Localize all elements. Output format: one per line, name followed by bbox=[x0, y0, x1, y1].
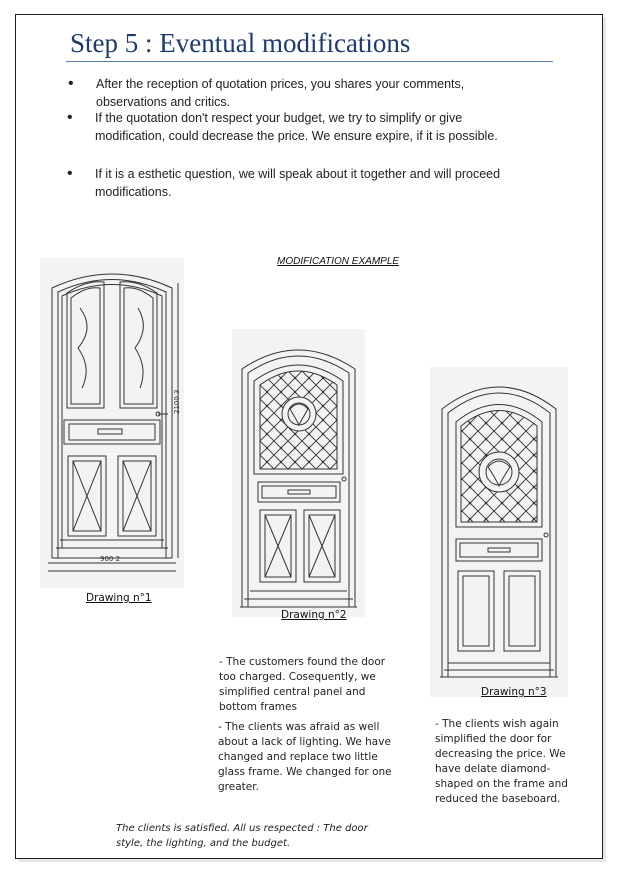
drawing-1-image bbox=[40, 258, 184, 588]
bullet-text-1: After the reception of quotation prices, you shares your comments, observations and critics. bbox=[96, 77, 465, 109]
drawing-2-caption: Drawing n°2 bbox=[281, 609, 347, 621]
title-underline bbox=[66, 61, 553, 62]
bullet-dot-icon: • bbox=[68, 75, 74, 92]
door-drawing-2 bbox=[232, 329, 365, 617]
bullet-text-3: If it is a esthetic question, we will speak about it together and will proceed modifications. bbox=[95, 167, 501, 199]
drawing-1-caption: Drawing n°1 bbox=[86, 592, 152, 604]
drawing-2-image bbox=[232, 329, 365, 617]
bullet-dot-icon: • bbox=[67, 165, 73, 182]
door-drawing-1 bbox=[40, 258, 184, 588]
bullet-dot-icon: • bbox=[67, 109, 73, 126]
drawing-1-width-dim: 900 2 bbox=[100, 555, 121, 563]
bullet-item-3 bbox=[67, 165, 515, 201]
bullet-text-2: If the quotation don't respect your budget, we try to simplify or give modification, could decrease the price. We ensure expire, if it is possible. bbox=[95, 111, 498, 143]
note-1: - The customers found the door too charged. Cosequently, we simplified central panel and bottom frames bbox=[219, 656, 386, 713]
note-3: - The clients wish again simplified the door for decreasing the price. We have delate diamond-shaped on the frame and reduced the baseboard. bbox=[435, 718, 568, 805]
page-title: Step 5 : Eventual modifications bbox=[70, 28, 411, 58]
door-drawing-3 bbox=[430, 367, 568, 697]
example-heading: MODIFICATION EXAMPLE bbox=[277, 256, 400, 267]
drawing-3-image bbox=[430, 367, 568, 697]
note-2: - The clients was afraid as well about a lack of lighting. We have changed and replace two little glass frame. We changed for one greater. bbox=[218, 721, 392, 793]
bullet-item-2 bbox=[67, 109, 535, 145]
drawing-1-height-dim: 2100 3 bbox=[173, 389, 181, 414]
bullet-item-1 bbox=[68, 75, 496, 111]
conclusion-text: The clients is satisfied. All us respected : The door style, the lighting, and the budget. bbox=[116, 823, 368, 849]
drawing-3-caption: Drawing n°3 bbox=[481, 686, 547, 698]
